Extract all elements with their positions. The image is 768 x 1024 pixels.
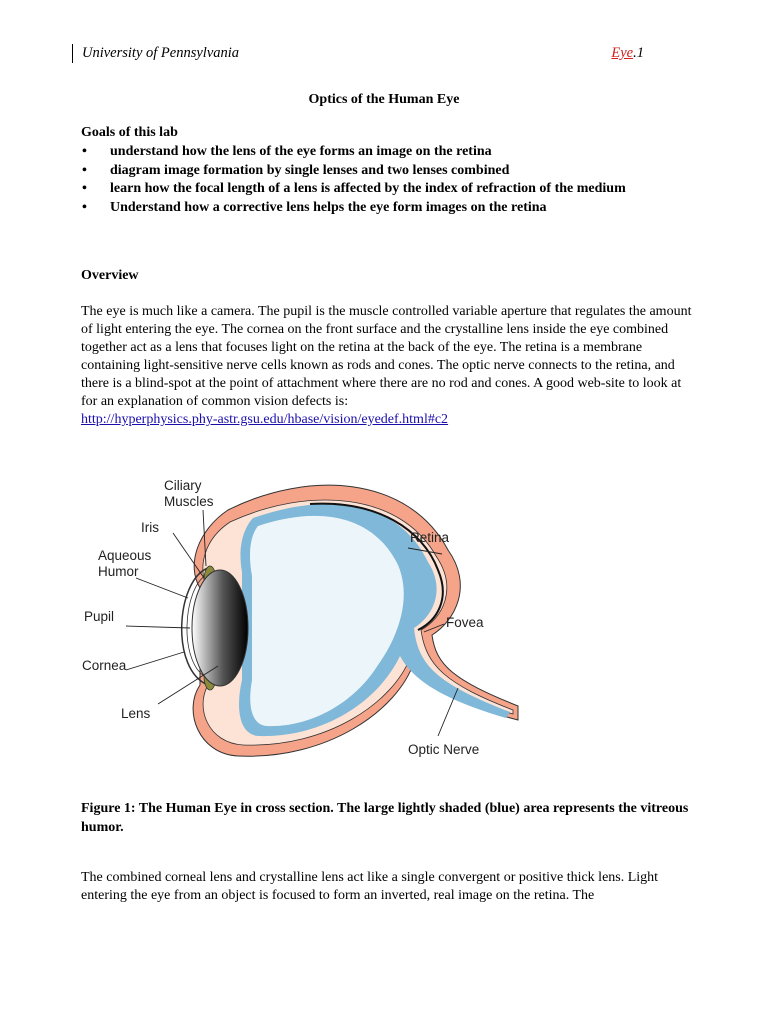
label-ciliary-line1: Ciliary [164, 478, 202, 493]
goal-text: learn how the focal length of a lens is affected by the index of refraction of the medium [110, 181, 626, 196]
header-rule [72, 44, 73, 63]
figure-caption: Figure 1: The Human Eye in cross section. The large lightly shaded (blue) area represents the vitreous humor. [81, 801, 689, 835]
header-institution: University of Pennsylvania [82, 45, 240, 61]
goal-text: diagram image formation by single lenses and two lenses combined [110, 162, 510, 178]
bullet: • [82, 181, 87, 196]
eye-diagram [78, 470, 528, 770]
goal-item [81, 181, 701, 200]
label-iris: Iris [141, 520, 159, 535]
goal-text: Understand how a corrective lens helps the eye form images on the retina [110, 199, 547, 215]
label-retina: Retina [410, 530, 450, 545]
goals-list [81, 144, 701, 218]
vision-defects-link[interactable]: http://hyperphysics.phy-astr.gsu.edu/hbase/vision/eyedef.html#c2 [81, 412, 449, 427]
label-ciliary-line2: Muscles [164, 494, 214, 509]
page-header [72, 44, 644, 64]
bullet: • [82, 199, 87, 215]
bullet: • [82, 144, 87, 159]
label-pupil: Pupil [84, 609, 115, 624]
label-fovea: Fovea [446, 615, 484, 630]
goal-item [81, 144, 701, 163]
header-page-suffix: .1 [633, 45, 644, 61]
overview-heading: Overview [81, 268, 139, 283]
label-cornea: Cornea [82, 658, 127, 673]
overview-text: The eye is much like a camera. The pupil is the muscle controlled variable aperture that regulates the amount of light entering the eye. The cornea on the front surface and the crystalline lens inside the eye combined together act as a lens that focuses light on the retina at the back of the eye. The retina is a membrane containing light-sensitive nerve cells known as rods and cones. The optic nerve connects to the retina, and there is a blind-spot at the point of attachment where there are no rod and cones. A good web-site to look at for an explanation of common vision defects is: [81, 304, 692, 409]
label-aqueous-line2: Humor [98, 564, 139, 579]
label-aqueous-line1: Aqueous [98, 548, 152, 563]
label-optic-nerve: Optic Nerve [408, 742, 480, 757]
bullet: • [82, 162, 87, 178]
document-title: Optics of the Human Eye [308, 92, 460, 107]
body-paragraph: The combined corneal lens and crystalline lens act like a single convergent or positive thick lens. Light entering the eye from an object is focused to form an inverted, real image on the retina. The [81, 870, 659, 903]
header-page-number [611, 45, 644, 62]
label-lens: Lens [121, 706, 151, 721]
header-page-prefix: Eye [611, 45, 634, 61]
goal-item [81, 200, 701, 219]
goal-item [81, 163, 701, 182]
overview-paragraph [81, 303, 701, 429]
crystalline-lens [192, 570, 248, 686]
goals-heading: Goals of this lab [81, 125, 178, 140]
goal-text: understand how the lens of the eye forms an image on the retina [110, 144, 492, 159]
